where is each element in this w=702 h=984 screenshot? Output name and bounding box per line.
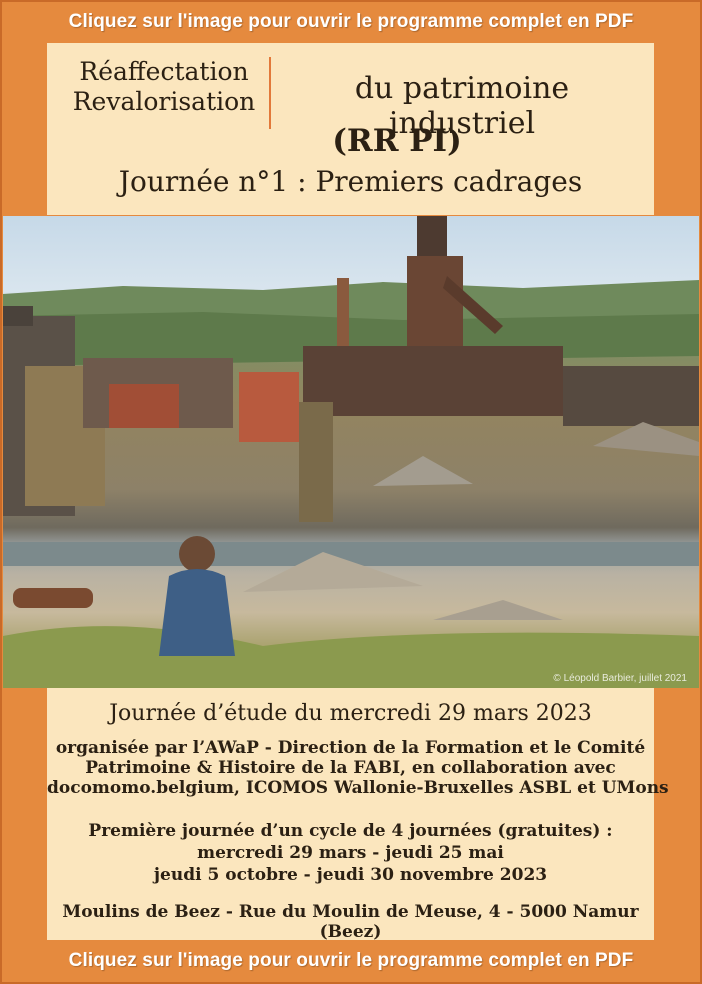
cycle-line: mercredi 29 mars - jeudi 25 mai [197,843,504,863]
cycle-block [47,820,654,886]
photo-credit: © Léopold Barbier, juillet 2021 [553,673,687,684]
title-left-line2: Revalorisation [72,87,256,116]
organizers-line: organisée par l’AWaP - Direction de la Formation et le Comité [55,738,646,758]
title-left-line1: Réaffectation [79,57,249,86]
organizers-line: docomomo.belgium, ICOMOS Wallonie-Bruxelles ASBL et UMons [47,778,669,798]
industrial-site-photo[interactable] [3,216,699,688]
page-subtitle: Journée n°1 : Premiers cadrages [118,165,583,198]
title-panel [47,43,654,215]
industrial-scene-illustration [3,216,699,688]
organizers-block [47,738,669,798]
info-panel [47,688,669,942]
title-right-line: du patrimoine industriel [354,71,570,141]
title-left-block [64,57,264,117]
title-abbreviation: (RR PI) [332,123,462,159]
bottom-pdf-link[interactable]: Cliquez sur l'image pour ouvrir le programme complet en PDF [68,950,634,971]
top-pdf-link[interactable]: Cliquez sur l'image pour ouvrir le programme complet en PDF [68,11,634,32]
cycle-line: Première journée d’un cycle de 4 journées (gratuites) : [88,821,613,841]
cycle-line: jeudi 5 octobre - jeudi 30 novembre 2023 [153,865,548,885]
organizers-line: Patrimoine & Histoire de la FABI, en collaboration avec [85,758,616,778]
event-location: Moulins de Beez - Rue du Moulin de Meuse, 4 - 5000 Namur (Beez) [62,902,639,942]
title-divider [269,57,271,129]
event-date: Journée d’étude du mercredi 29 mars 2023 [109,701,592,726]
